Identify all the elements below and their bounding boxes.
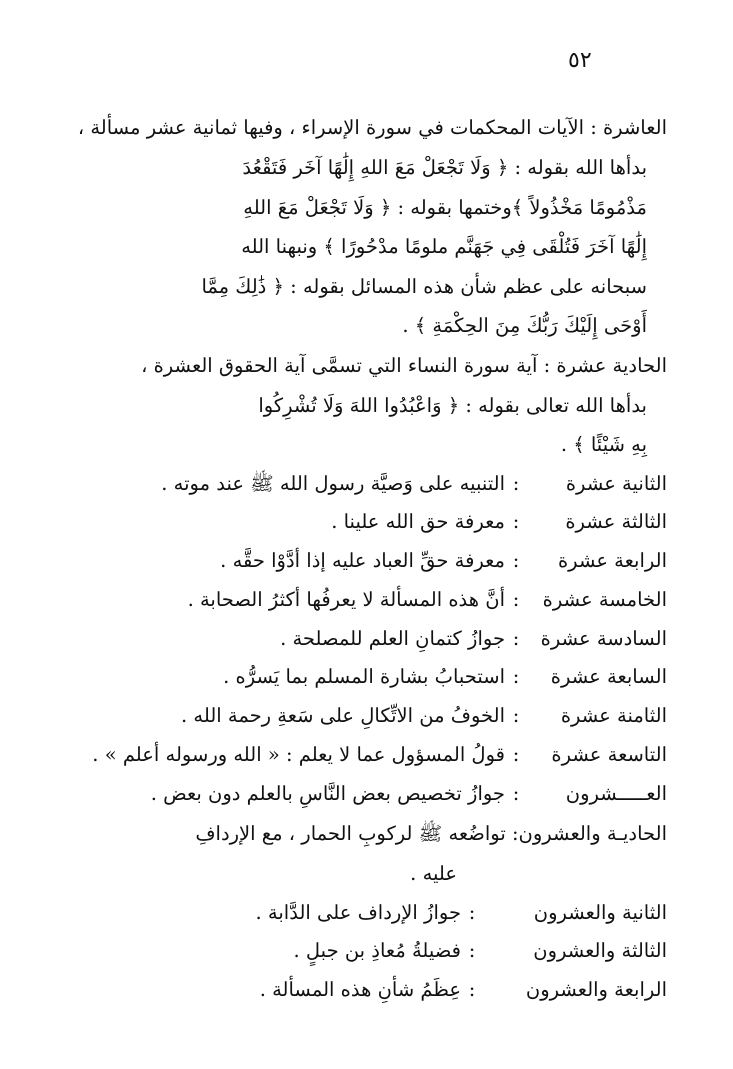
item-text: معرفة حق الله علينا .	[331, 510, 505, 534]
item-label: الثانية عشرة	[565, 471, 667, 495]
item-11	[47, 346, 667, 465]
page-number: ٥٢	[568, 48, 592, 73]
item-10	[47, 108, 667, 346]
list-item	[47, 503, 667, 542]
item-text: التنبيه على وَصيَّة رسول الله ﷺ عند موته .	[161, 471, 505, 495]
item-text: استحبابُ بشارة المسلم بما يَسرُّه .	[223, 665, 505, 689]
colon: :	[512, 587, 520, 611]
colon: :	[512, 743, 520, 767]
colon: :	[468, 978, 476, 1002]
item-10-line-6: أَوْحَى إِلَيْكَ رَبُّكَ مِنَ الحِكْمَةِ ﴾ .	[402, 314, 647, 337]
item-label: الثالثة عشرة	[565, 510, 667, 534]
item-text: جوازُ تخصيص بعض النَّاسِ بالعلم دون بعض .	[150, 781, 505, 805]
colon: :	[512, 781, 520, 805]
list-item	[47, 581, 667, 620]
list-item	[47, 894, 667, 933]
list-item	[47, 775, 667, 814]
item-21-line-2: عليه .	[410, 861, 457, 885]
item-label: السادسة عشرة	[540, 626, 667, 650]
item-label: السابعة عشرة	[550, 665, 667, 689]
colon: :	[512, 626, 520, 650]
item-10-line-1: العاشرة : الآيات المحكمات في سورة الإسراء ، وفيها ثمانية عشر مسألة ،	[77, 116, 667, 139]
list-item	[47, 465, 667, 504]
colon: :	[468, 900, 476, 924]
colon: :	[512, 510, 520, 534]
colon: :	[512, 471, 520, 495]
item-10-line-3: مَذْمُومًا مَخْذُولاً ﴾وختمها بقوله : ﴿ وَلَا تَجْعَلْ مَعَ اللهِ	[243, 195, 647, 219]
item-text: أنَّ هذه المسألة لا يعرفُها أكثرُ الصحابة .	[187, 587, 505, 611]
item-10-line-4: إِلَٰهًا آخَرَ فَتُلْقَى فِي جَهَنَّم ملومًا مدْحُورًا ﴾ ونبهنا الله	[241, 235, 647, 258]
items-22-to-24	[47, 894, 667, 1010]
list-item	[47, 697, 667, 736]
item-text: عِظَمُ شأنِ هذه المسألة .	[259, 978, 461, 1002]
item-label: العـــــشرون	[565, 781, 667, 805]
list-item	[47, 542, 667, 581]
item-text: جوازُ الإرداف على الدَّابة .	[255, 900, 461, 924]
item-label: الرابعة والعشرون	[525, 978, 667, 1002]
item-10-line-5: سبحانه على عظم شأن هذه المسائل بقوله : ﴿ ذَٰلِكَ مِمَّا	[201, 274, 647, 298]
colon: :	[512, 665, 520, 689]
colon: :	[512, 549, 520, 573]
list-item	[47, 932, 667, 971]
item-text: معرفة حقِّ العباد عليه إذا أدَّوْا حقَّه .	[220, 549, 505, 573]
item-21-line-1: الحاديـة والعشرون: تواضُعه ﷺ لركوبِ الحمار ، مع الإردافِ	[195, 821, 667, 845]
list-item	[47, 971, 667, 1010]
item-10-line-2: بدأها الله بقوله : ﴿ وَلَا تَجْعَلْ مَعَ اللهِ إِلَٰهًا آخَر فَتَقْعُدَ	[242, 156, 647, 179]
item-text: فضيلةُ مُعاذِ بن جبلٍ .	[293, 939, 461, 963]
page-body	[47, 108, 667, 1010]
colon: :	[468, 939, 476, 963]
item-11-line-2: بدأها الله تعالى بقوله : ﴿ وَاعْبُدُوا اللهَ وَلَا تُشْرِكُوا	[258, 393, 647, 417]
item-label: الرابعة عشرة	[557, 549, 667, 573]
item-21	[47, 814, 667, 894]
item-11-line-1: الحادية عشرة : آية سورة النساء التي تسمَّى آية الحقوق العشرة ،	[141, 353, 667, 377]
list-item	[47, 736, 667, 775]
item-label: الثامنة عشرة	[560, 704, 667, 728]
list-item	[47, 620, 667, 659]
item-text: جوازُ كتمانِ العلم للمصلحة .	[280, 626, 505, 650]
item-text: الخوفُ من الاتِّكالِ على سَعةِ رحمة الله .	[181, 704, 505, 728]
item-label: الخامسة عشرة	[542, 587, 667, 611]
colon: :	[512, 704, 520, 728]
items-12-to-20	[47, 465, 667, 814]
item-label: التاسعة عشرة	[551, 743, 667, 767]
item-label: الثالثة والعشرون	[533, 939, 667, 963]
item-text: قولُ المسؤول عما لا يعلم : « الله ورسوله أعلم » .	[92, 743, 505, 767]
list-item	[47, 658, 667, 697]
item-11-line-3: بِهِ شَيْئًا ﴾ .	[560, 433, 647, 456]
item-label: الثانية والعشرون	[533, 900, 667, 924]
